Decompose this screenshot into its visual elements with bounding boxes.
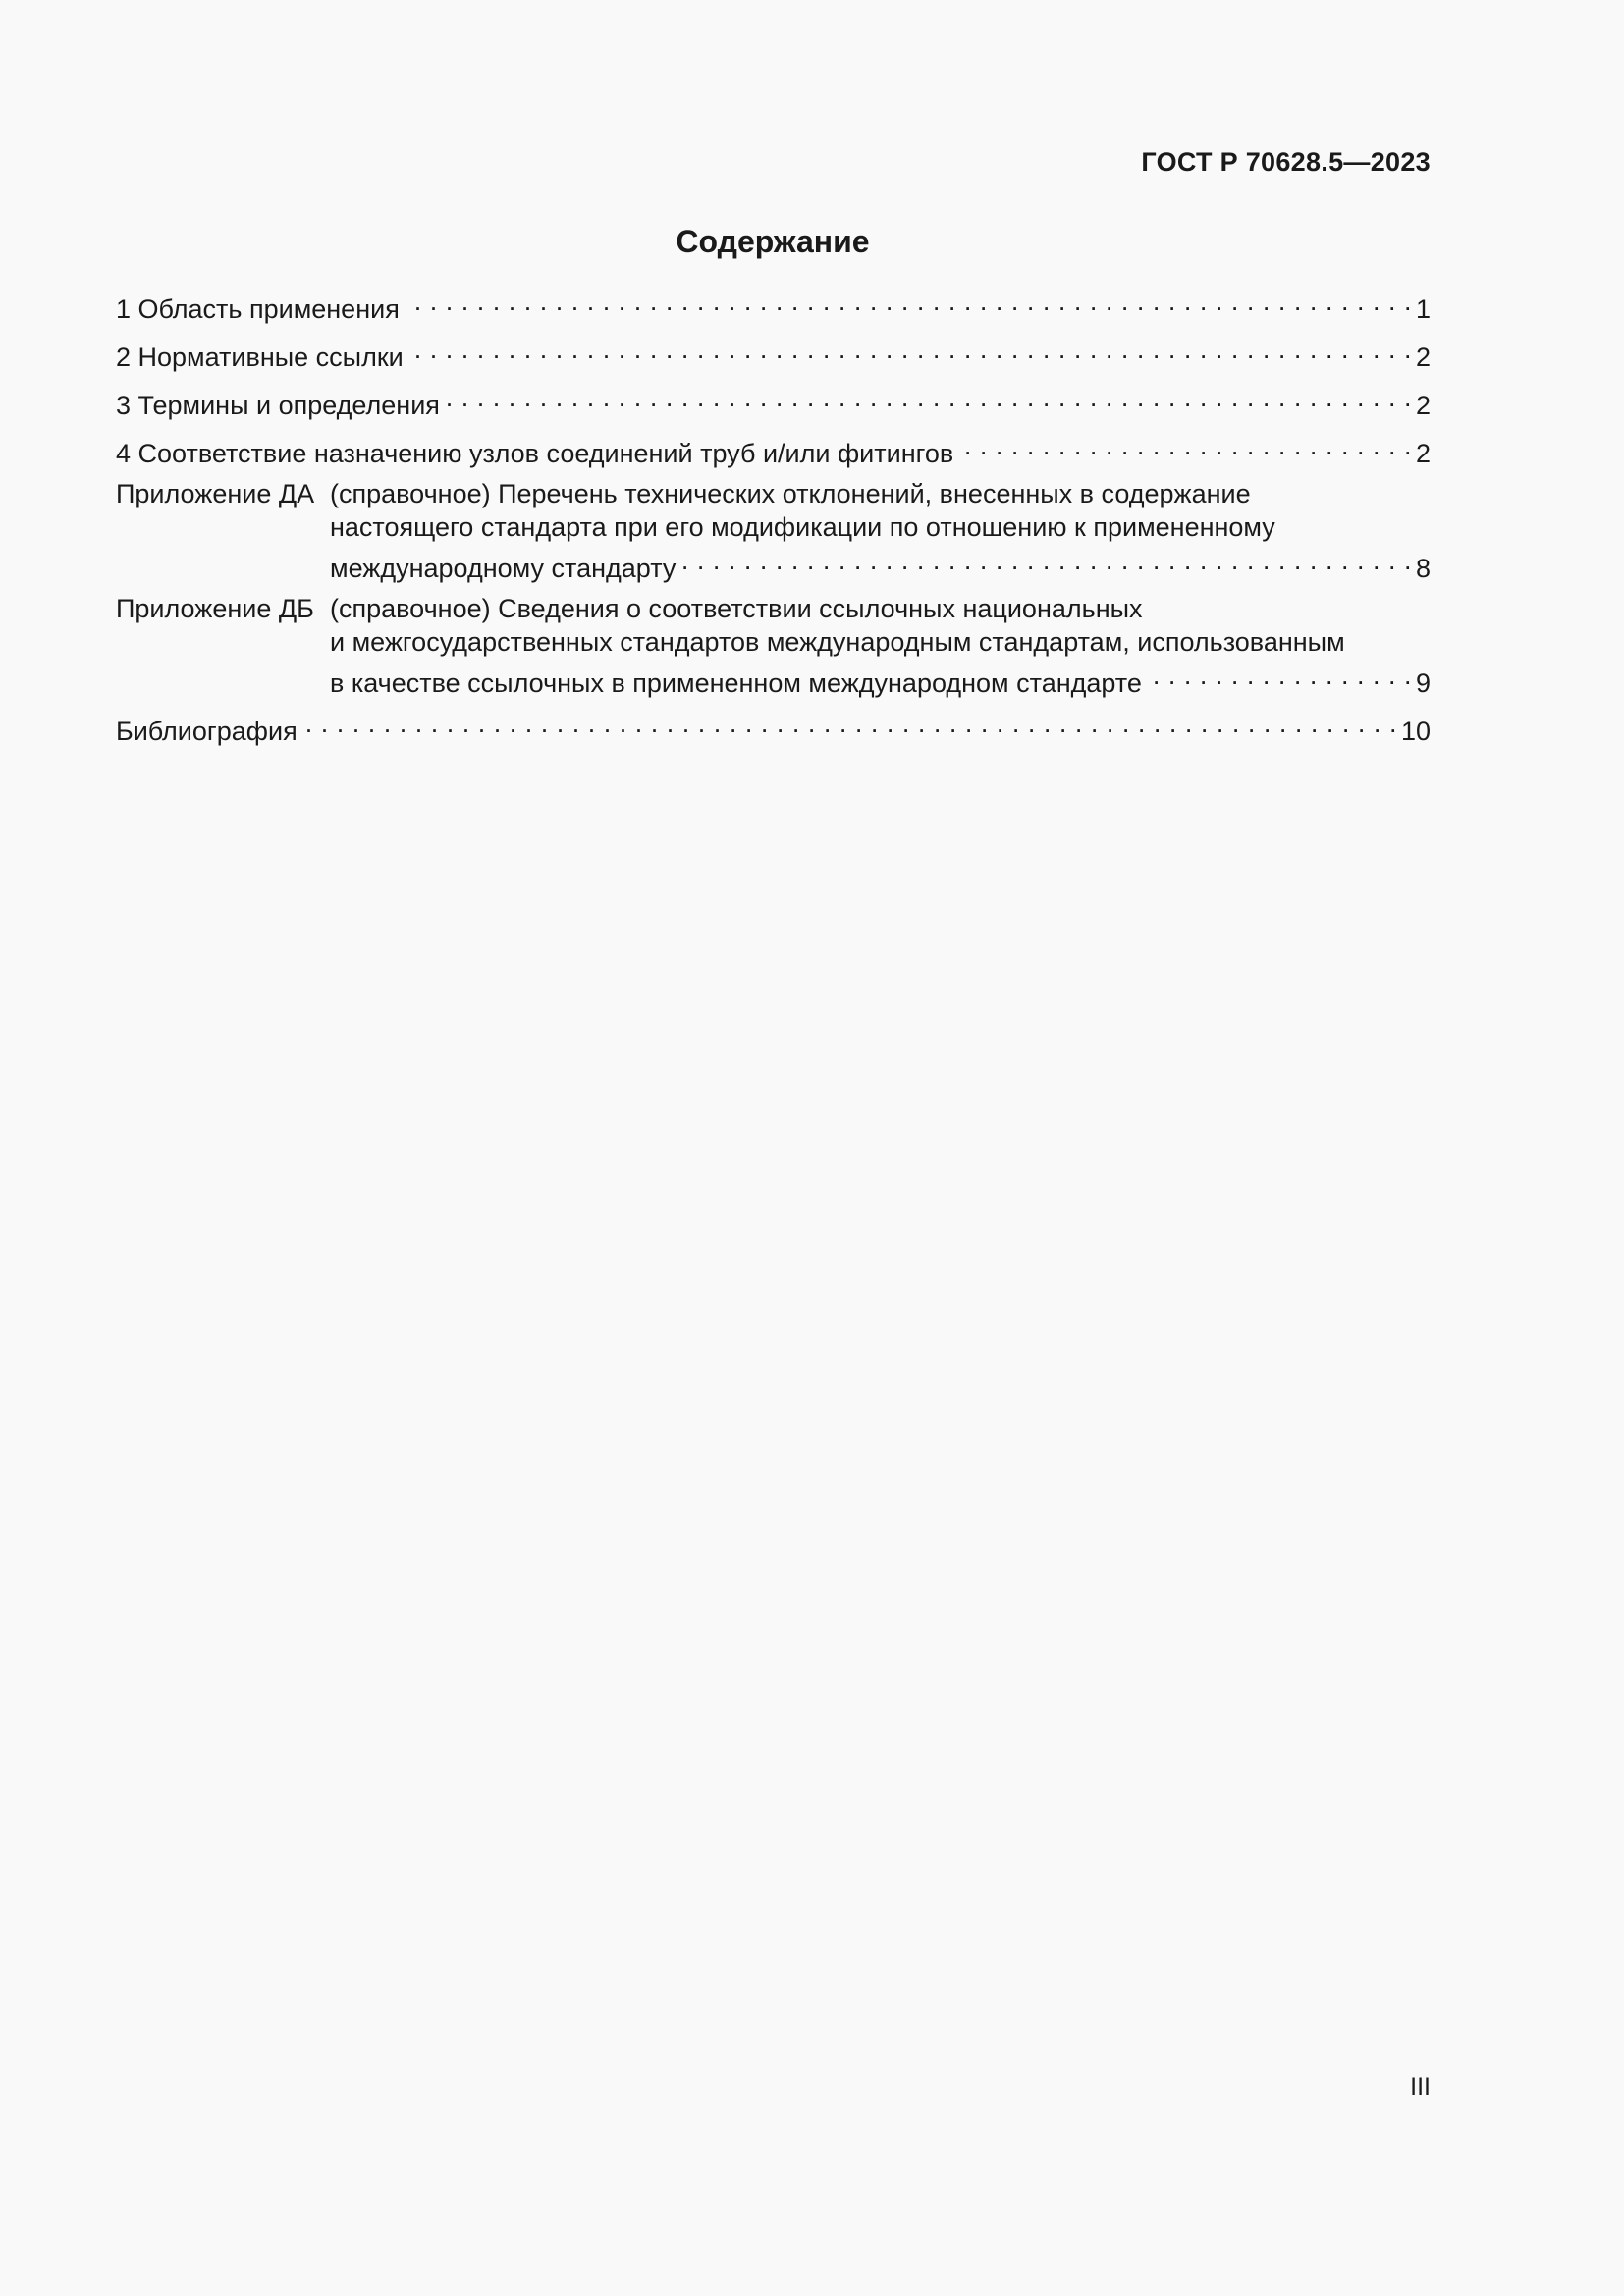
appendix-line: в качестве ссылочных в примененном международном стандарте — [330, 668, 1142, 698]
toc-entry-page: 1 — [1415, 294, 1431, 324]
dot-leader — [404, 285, 1412, 318]
toc-entry-page: 9 — [1415, 668, 1431, 698]
appendix-line: настоящего стандарта при его модификации по отношению к примененному — [330, 512, 1275, 542]
dot-leader — [957, 429, 1412, 462]
toc-entry-appendix-da[interactable] — [116, 477, 1431, 585]
table-of-contents — [116, 285, 1431, 755]
toc-entry-text: 4 Соответствие назначению узлов соединений труб и/или фитингов — [116, 439, 954, 468]
dot-leader — [407, 333, 1412, 366]
toc-entry-text: 2 Нормативные ссылки — [116, 343, 404, 372]
dot-leader — [301, 707, 1397, 740]
appendix-last-line — [330, 544, 1431, 585]
appendix-body — [330, 477, 1431, 585]
appendix-line: (справочное) Перечень технических отклонений, внесенных в содержание — [330, 479, 1251, 508]
toc-entry-page: 2 — [1415, 343, 1431, 372]
toc-entry-normative-references[interactable] — [116, 333, 1431, 374]
dot-leader — [1146, 659, 1412, 692]
appendix-label: Приложение ДА — [116, 479, 315, 508]
appendix-last-line — [330, 659, 1431, 700]
dot-leader — [679, 544, 1412, 577]
toc-entry-page: 2 — [1415, 439, 1431, 468]
toc-entry-terms[interactable] — [116, 381, 1431, 422]
appendix-line: и межгосударственных стандартов международным стандартам, использованным — [330, 627, 1345, 657]
toc-entry-appendix-db[interactable] — [116, 592, 1431, 700]
dot-leader — [444, 381, 1412, 414]
toc-entry-scope[interactable] — [116, 285, 1431, 326]
toc-entry-page: 8 — [1415, 554, 1431, 583]
toc-entry-page: 2 — [1415, 391, 1431, 420]
toc-entry-conformity[interactable] — [116, 429, 1431, 470]
appendix-label: Приложение ДБ — [116, 594, 314, 623]
toc-entry-bibliography[interactable] — [116, 707, 1431, 748]
toc-entry-page: 10 — [1400, 717, 1431, 746]
appendix-line: международному стандарту — [330, 554, 677, 583]
appendix-body — [330, 592, 1431, 700]
document-code: ГОСТ Р 70628.5—2023 — [1141, 147, 1431, 177]
toc-entry-text: 1 Область применения — [116, 294, 400, 324]
toc-title: Содержание — [676, 224, 870, 259]
appendix-line: (справочное) Сведения о соответствии ссылочных национальных — [330, 594, 1143, 623]
toc-entry-text: Библиография — [116, 717, 298, 746]
toc-entry-text: 3 Термины и определения — [116, 391, 440, 420]
page-number: III — [1410, 2073, 1431, 2101]
